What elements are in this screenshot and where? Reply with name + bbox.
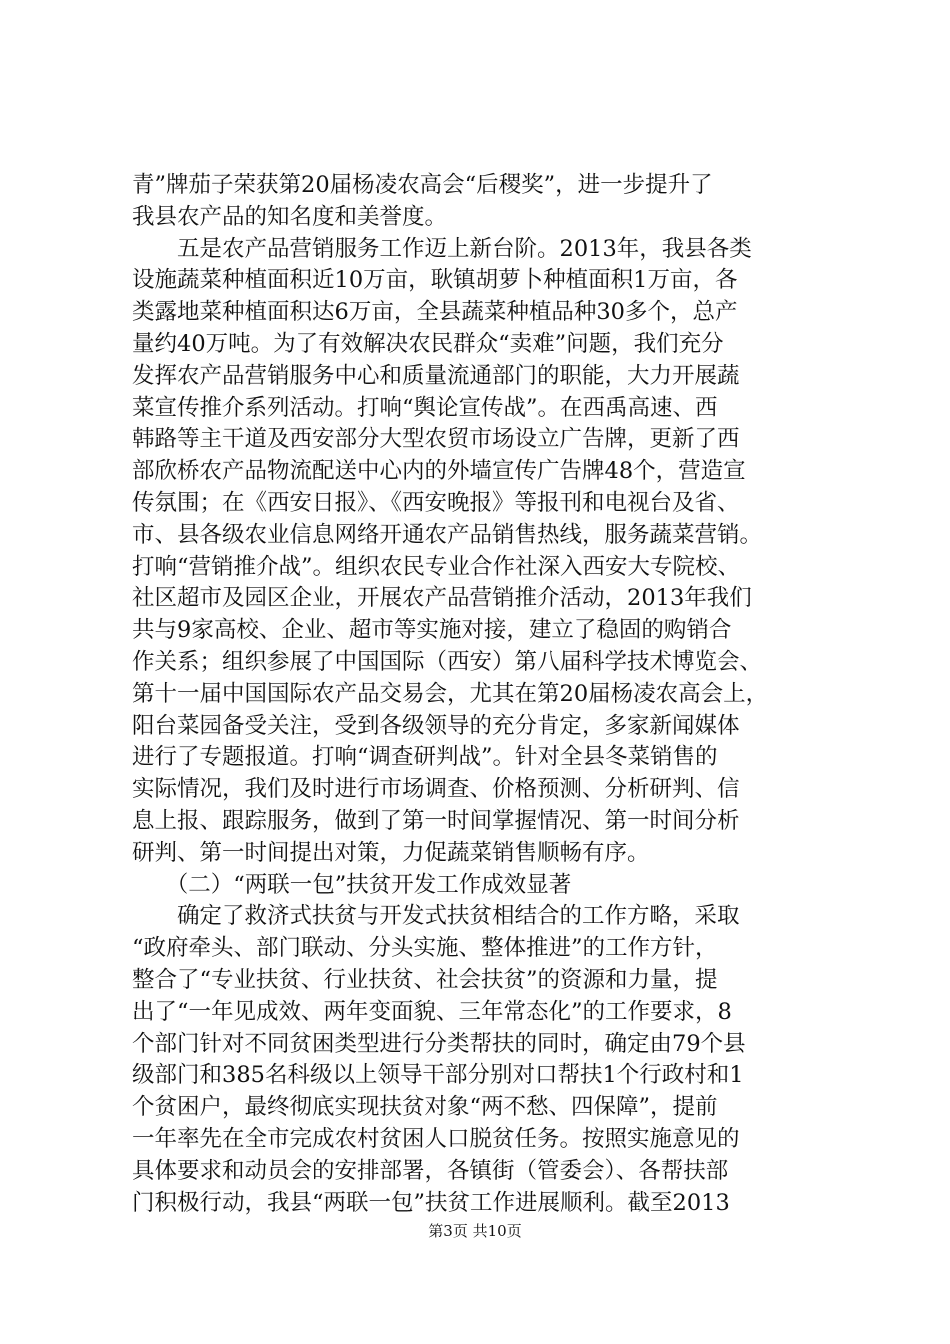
- text-line: 进行了专题报道。打响“调查研判战”。针对全县冬菜销售的: [132, 744, 718, 771]
- text-line: 我县农产品的知名度和美誉度。: [132, 203, 448, 230]
- text-line: （二）“两联一包”扶贫开发工作成效显著: [132, 871, 572, 898]
- text-line: “政府牵头、部门联动、分头实施、整体推进”的工作方针，: [132, 935, 718, 962]
- body-text: [132, 170, 836, 1219]
- text-line: 级部门和385名科级以上领导干部分别对口帮扶1个行政村和1: [132, 1062, 744, 1089]
- text-line: 整合了“专业扶贫、行业扶贫、社会扶贫”的资源和力量，提: [132, 966, 718, 993]
- text-line: 部欣桥农产品物流配送中心内的外墙宣传广告牌48个，营造宣: [132, 458, 746, 485]
- text-line: 共与9家高校、企业、超市等实施对接，建立了稳固的购销合: [132, 617, 732, 644]
- text-line: 五是农产品营销服务工作迈上新台阶。2013年，我县各类: [132, 235, 752, 262]
- text-line: 门积极行动，我县“两联一包”扶贫工作进展顺利。截至2013: [132, 1189, 730, 1216]
- text-line: 阳台菜园备受关注，受到各级领导的充分肯定，多家新闻媒体: [132, 712, 740, 739]
- text-line: 研判、第一时间提出对策，力促蔬菜销售顺畅有序。: [132, 839, 650, 866]
- text-line: 设施蔬菜种植面积近10万亩，耿镇胡萝卜种植面积1万亩，各: [132, 267, 738, 294]
- text-line: 息上报、跟踪服务，做到了第一时间掌握情况、第一时间分析: [132, 807, 740, 834]
- text-line: 个贫困户，最终彻底实现扶贫对象“两不愁、四保障”，提前: [132, 1094, 718, 1121]
- text-line: 量约40万吨。为了有效解决农民群众“卖难”问题，我们充分: [132, 330, 724, 357]
- text-line: 韩路等主干道及西安部分大型农贸市场设立广告牌，更新了西: [132, 426, 740, 453]
- text-line: 打响“营销推介战”。组织农民专业合作社深入西安大专院校、: [132, 553, 741, 580]
- text-line: 第十一届中国国际农产品交易会，尤其在第20届杨凌农高会上，: [132, 680, 769, 707]
- text-line: 传氛围；在《西安日报》、《西安晚报》等报刊和电视台及省、: [132, 489, 740, 516]
- text-line: 市、县各级农业信息网络开通农产品销售热线，服务蔬菜营销。: [132, 521, 763, 548]
- text-line: 发挥农产品营销服务中心和质量流通部门的职能，大力开展蔬: [132, 362, 740, 389]
- text-line: 具体要求和动员会的安排部署，各镇街（管委会）、各帮扶部: [132, 1157, 729, 1184]
- text-line: 一年率先在全市完成农村贫困人口脱贫任务。按照实施意见的: [132, 1125, 740, 1152]
- text-line: 个部门针对不同贫困类型进行分类帮扶的同时，确定由79个县: [132, 1030, 746, 1057]
- page-footer: 第3页 共10页: [428, 1222, 522, 1240]
- text-line: 青”牌茄子荣获第20届杨凌农高会“后稷奖”，进一步提升了: [132, 172, 713, 198]
- text-line: 确定了救济式扶贫与开发式扶贫相结合的工作方略，采取: [132, 903, 740, 930]
- text-line: 作关系；组织参展了中国国际（西安）第八届科学技术博览会、: [132, 648, 763, 675]
- text-line: 出了“一年见成效、两年变面貌、三年常态化”的工作要求，8: [132, 998, 732, 1025]
- text-line: 实际情况，我们及时进行市场调查、价格预测、分析研判、信: [132, 776, 740, 803]
- text-line: 类露地菜种植面积达6万亩，全县蔬菜种植品种30多个，总产: [132, 299, 738, 326]
- text-line: 菜宣传推介系列活动。打响“舆论宣传战”。在西禹高速、西: [132, 394, 718, 421]
- text-line: 社区超市及园区企业，开展农产品营销推介活动，2013年我们: [132, 585, 752, 612]
